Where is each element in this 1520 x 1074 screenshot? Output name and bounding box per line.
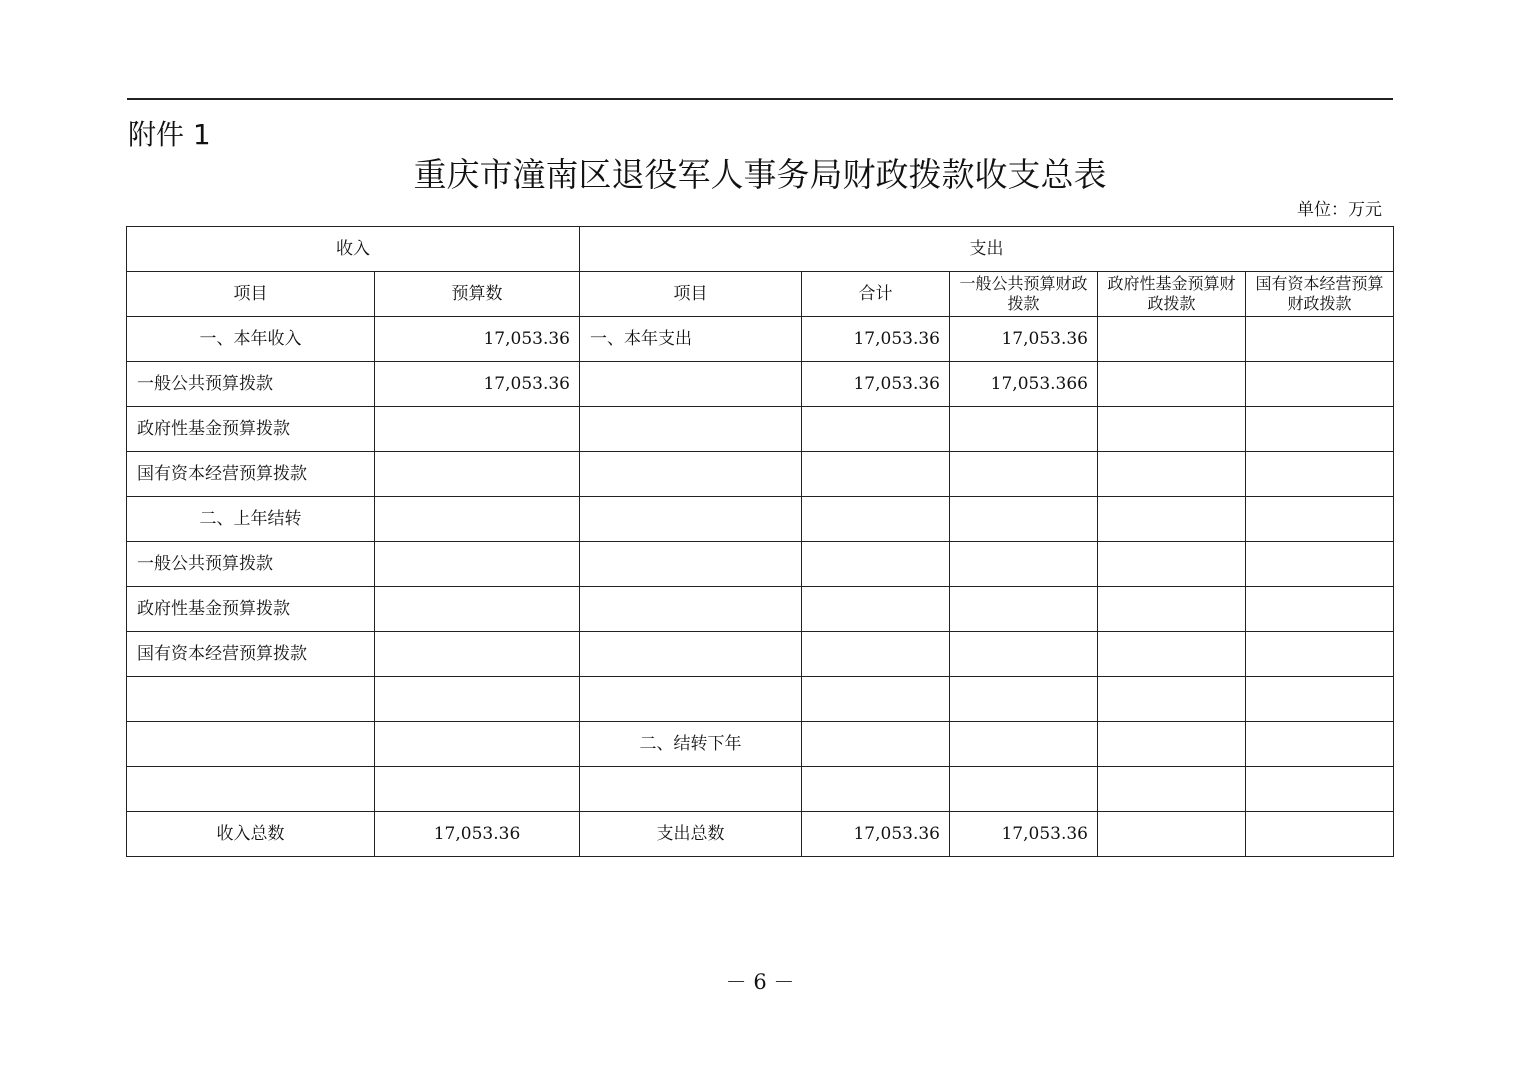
cell-expense-item (580, 587, 802, 632)
column-header-state-capital: 国有资本经营预算财政拨款 (1246, 272, 1394, 317)
column-header-total: 合计 (802, 272, 950, 317)
cell-general-budget: 17,053.36 (950, 812, 1098, 857)
cell-gov-fund (1098, 407, 1246, 452)
table-row (127, 767, 1394, 812)
cell-income-item: 国有资本经营预算拨款 (127, 632, 375, 677)
cell-income-budget (375, 407, 580, 452)
cell-general-budget (950, 722, 1098, 767)
cell-gov-fund (1098, 497, 1246, 542)
cell-expense-total (802, 497, 950, 542)
cell-income-item (127, 677, 375, 722)
table-row (127, 632, 1394, 677)
cell-gov-fund (1098, 812, 1246, 857)
cell-expense-item (580, 452, 802, 497)
cell-expense-item (580, 362, 802, 407)
cell-expense-item: 二、结转下年 (580, 722, 802, 767)
cell-income-item: 二、上年结转 (127, 497, 375, 542)
cell-general-budget: 17,053.366 (950, 362, 1098, 407)
column-header-income-item: 项目 (127, 272, 375, 317)
cell-general-budget (950, 587, 1098, 632)
cell-expense-item (580, 497, 802, 542)
cell-general-budget (950, 767, 1098, 812)
cell-gov-fund (1098, 362, 1246, 407)
cell-state-capital (1246, 632, 1394, 677)
table-row (127, 452, 1394, 497)
cell-expense-total (802, 722, 950, 767)
column-header-general-budget: 一般公共预算财政拨款 (950, 272, 1098, 317)
cell-state-capital (1246, 497, 1394, 542)
income-header: 收入 (127, 227, 580, 272)
table-body (127, 317, 1394, 857)
cell-expense-item (580, 677, 802, 722)
cell-expense-total: 17,053.36 (802, 317, 950, 362)
cell-general-budget (950, 632, 1098, 677)
expense-header: 支出 (580, 227, 1394, 272)
cell-gov-fund (1098, 722, 1246, 767)
cell-income-item: 一般公共预算拨款 (127, 362, 375, 407)
cell-gov-fund (1098, 317, 1246, 362)
cell-state-capital (1246, 362, 1394, 407)
cell-state-capital (1246, 812, 1394, 857)
top-rule (127, 98, 1393, 100)
cell-expense-item: 一、本年支出 (580, 317, 802, 362)
cell-income-budget (375, 677, 580, 722)
cell-general-budget (950, 542, 1098, 587)
cell-income-item: 政府性基金预算拨款 (127, 407, 375, 452)
cell-expense-item (580, 767, 802, 812)
cell-state-capital (1246, 542, 1394, 587)
budget-table (126, 226, 1394, 857)
cell-income-budget: 17,053.36 (375, 317, 580, 362)
cell-state-capital (1246, 317, 1394, 362)
cell-income-budget (375, 722, 580, 767)
table-row (127, 317, 1394, 362)
table-row (127, 407, 1394, 452)
cell-income-budget: 17,053.36 (375, 812, 580, 857)
cell-income-budget (375, 542, 580, 587)
cell-state-capital (1246, 767, 1394, 812)
unit-label: 单位：万元 (1297, 200, 1382, 220)
cell-income-item: 国有资本经营预算拨款 (127, 452, 375, 497)
cell-income-budget (375, 587, 580, 632)
cell-expense-item (580, 407, 802, 452)
column-header-expense-item: 项目 (580, 272, 802, 317)
cell-income-item: 一、本年收入 (127, 317, 375, 362)
cell-state-capital (1246, 452, 1394, 497)
cell-general-budget (950, 677, 1098, 722)
attachment-label: 附件 1 (128, 118, 211, 151)
cell-state-capital (1246, 722, 1394, 767)
cell-income-budget: 17,053.36 (375, 362, 580, 407)
cell-income-budget (375, 497, 580, 542)
table-row (127, 812, 1394, 857)
cell-state-capital (1246, 407, 1394, 452)
cell-income-budget (375, 452, 580, 497)
cell-expense-item: 支出总数 (580, 812, 802, 857)
cell-expense-item (580, 542, 802, 587)
table-row (127, 587, 1394, 632)
cell-expense-total (802, 542, 950, 587)
cell-gov-fund (1098, 587, 1246, 632)
cell-expense-total (802, 452, 950, 497)
cell-state-capital (1246, 587, 1394, 632)
cell-general-budget (950, 407, 1098, 452)
table-row (127, 542, 1394, 587)
cell-gov-fund (1098, 767, 1246, 812)
cell-expense-total: 17,053.36 (802, 362, 950, 407)
cell-income-item: 政府性基金预算拨款 (127, 587, 375, 632)
cell-expense-total (802, 407, 950, 452)
cell-expense-total (802, 767, 950, 812)
cell-income-budget (375, 767, 580, 812)
table-row (127, 722, 1394, 767)
cell-income-item: 收入总数 (127, 812, 375, 857)
column-header-income-budget: 预算数 (375, 272, 580, 317)
cell-expense-item (580, 632, 802, 677)
cell-general-budget: 17,053.36 (950, 317, 1098, 362)
cell-general-budget (950, 497, 1098, 542)
page-title: 重庆市潼南区退役军人事务局财政拨款收支总表 (413, 155, 1107, 194)
cell-expense-total (802, 632, 950, 677)
cell-expense-total (802, 677, 950, 722)
table-row (127, 362, 1394, 407)
page-number: － 6 － (725, 970, 795, 994)
cell-expense-total: 17,053.36 (802, 812, 950, 857)
cell-gov-fund (1098, 677, 1246, 722)
cell-income-item (127, 767, 375, 812)
cell-gov-fund (1098, 542, 1246, 587)
table-row (127, 497, 1394, 542)
cell-income-budget (375, 632, 580, 677)
cell-state-capital (1246, 677, 1394, 722)
cell-gov-fund (1098, 632, 1246, 677)
cell-expense-total (802, 587, 950, 632)
cell-income-item (127, 722, 375, 767)
cell-income-item: 一般公共预算拨款 (127, 542, 375, 587)
column-header-row (127, 272, 1394, 317)
column-header-gov-fund: 政府性基金预算财政拨款 (1098, 272, 1246, 317)
cell-gov-fund (1098, 452, 1246, 497)
cell-general-budget (950, 452, 1098, 497)
table-row (127, 677, 1394, 722)
group-header-row (127, 227, 1394, 272)
